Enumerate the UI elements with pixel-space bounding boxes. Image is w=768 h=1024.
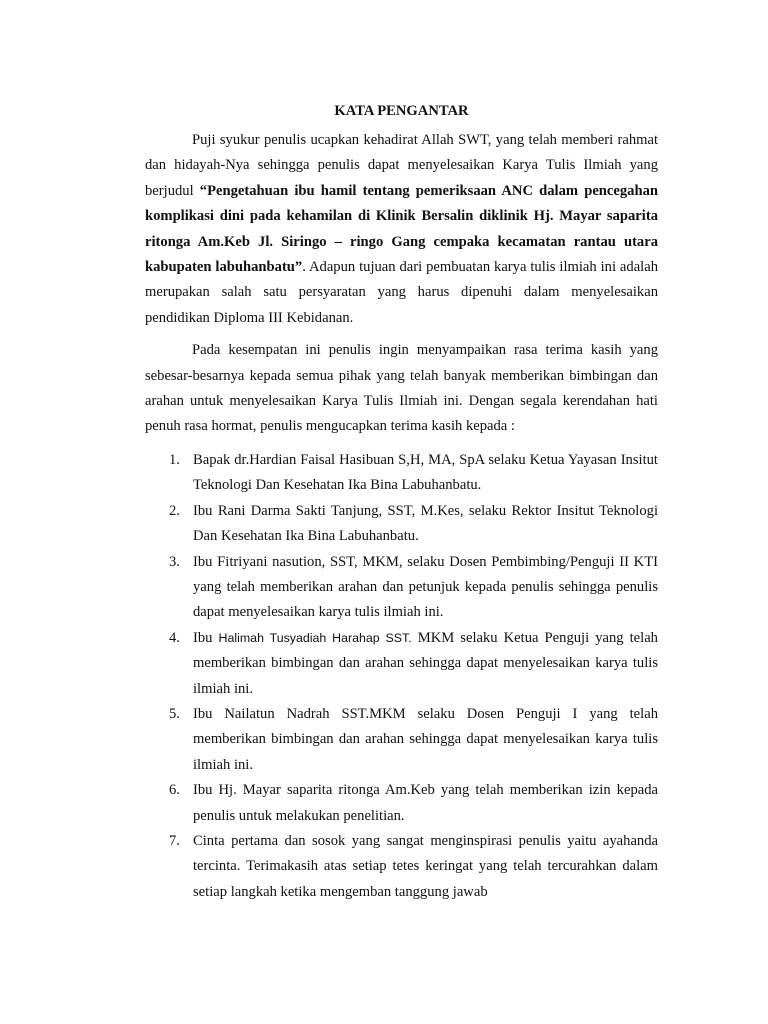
paragraph-intro-text: Puji syukur penulis ucapkan kehadirat Allah SWT, yang telah memberi rahmat dan hidayah-Nya sehingga penulis dapat menyelesaikan Karya Tulis Ilmiah yang berjudul — [145, 132, 658, 199]
list-item-prefix: Ibu — [193, 629, 219, 646]
list-item — [145, 829, 658, 905]
list-number: 6. — [169, 782, 180, 799]
list-item-text: Bapak dr.Hardian Faisal Hasibuan S,H, MA, SpA selaku Ketua Yayasan Insitut Teknologi Dan Kesehatan Ika Bina Labuhanbatu. — [193, 451, 658, 494]
list-item-text: Ibu Fitriyani nasution, SST, MKM, selaku Dosen Pembimbing/Penguji II KTI yang telah memberikan arahan dan petunjuk kepada penulis sehingga penulis dapat menyelesaikan karya tulis ilmiah ini. — [193, 553, 658, 621]
paragraph-thanks: Pada kesempatan ini penulis ingin menyampaikan rasa terima kasih yang sebesar-besarnya kepada semua pihak yang telah banyak memberikan bimbingan dan arahan untuk menyelesaikan Karya Tulis Ilmiah ini. Dengan segala kerendahan hati penuh rasa hormat, penulis mengucapkan terima kasih kepada : — [145, 342, 658, 435]
list-item-text: Ibu Hj. Mayar saparita ritonga Am.Keb yang telah memberikan izin kepada penulis untuk melakukan penelitian. — [193, 782, 658, 824]
list-item — [145, 448, 658, 499]
list-number: 7. — [169, 832, 180, 849]
list-item — [145, 626, 658, 702]
list-item-text: Cinta pertama dan sosok yang sangat menginspirasi penulis yaitu ayahanda tercinta. Terimakasih atas setiap tetes keringat yang telah tercurahkan dalam setiap langkah ketika mengemban tanggung jawab — [193, 832, 658, 900]
list-number: 4. — [169, 629, 180, 646]
list-item-text: Ibu Nailatun Nadrah SST.MKM selaku Dosen Penguji I yang telah memberikan bimbingan dan arahan sehingga dapat menyelesaikan karya tulis ilmiah ini. — [193, 705, 658, 773]
list-item — [145, 550, 658, 626]
list-item — [145, 702, 658, 778]
examiner-name: Halimah Tusyadiah Harahap SST. — [218, 630, 412, 645]
paragraph-intro — [145, 128, 658, 331]
list-item-text: Ibu Rani Darma Sakti Tanjung, SST, M.Kes, selaku Rektor Insitut Teknologi Dan Kesehatan Ika Bina Labuhanbatu. — [193, 502, 658, 545]
list-number: 2. — [169, 502, 180, 519]
page-title: KATA PENGANTAR — [334, 103, 469, 119]
list-number: 5. — [169, 705, 180, 722]
list-item-text: MKM selaku Ketua Penguji yang telah memberikan bimbingan dan arahan sehingga dapat menyelesaikan karya tulis ilmiah ini. — [193, 629, 658, 697]
list-number: 1. — [169, 451, 180, 468]
thesis-title: “Pengetahuan ibu hamil tentang pemeriksaan ANC dalam pencegahan komplikasi dini pada kehamilan di Klinik Bersalin diklinik Hj. Mayar saparita ritonga Am.Keb Jl. Siringo – ringo Gang cempaka kecamatan rantau utara kabupaten labuhanbatu” — [145, 182, 658, 276]
list-item — [145, 499, 658, 550]
list-number: 3. — [169, 553, 180, 570]
paragraph-intro-outro: . Adapun tujuan dari pembuatan karya tulis ilmiah ini adalah merupakan salah satu persyaratan yang harus dipenuhi dalam menyelesaikan pendidikan Diploma III Kebidanan. — [145, 259, 658, 326]
list-item — [145, 778, 658, 829]
document-page — [145, 99, 658, 905]
acknowledgement-list — [145, 448, 658, 905]
